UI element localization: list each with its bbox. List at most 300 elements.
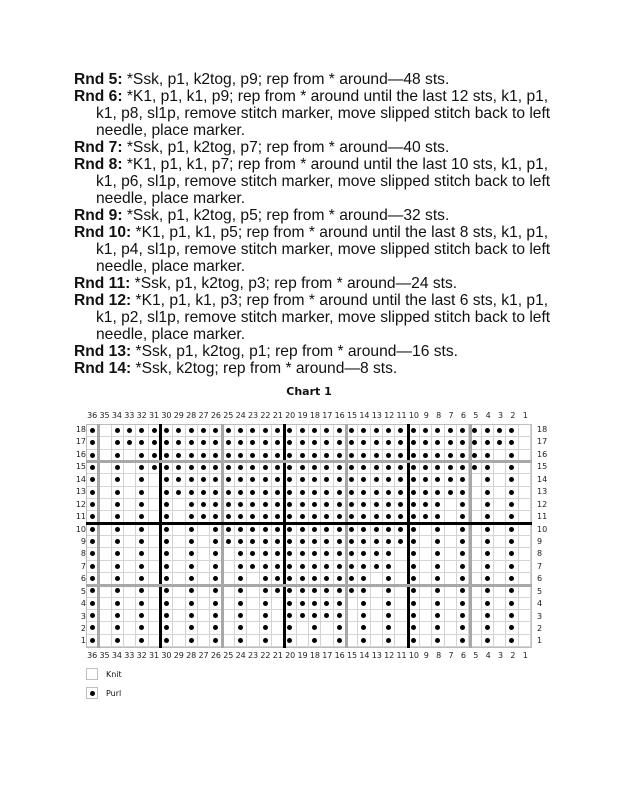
purl-dot-icon (201, 428, 206, 433)
purl-dot-icon (460, 564, 465, 569)
purl-dot-icon (115, 576, 120, 581)
purl-stitch (223, 474, 235, 486)
row-number: 16 (537, 449, 548, 459)
purl-stitch (321, 425, 333, 437)
purl-dot-icon (386, 551, 391, 556)
purl-stitch (346, 524, 358, 536)
purl-dot-icon (509, 539, 514, 544)
round-instruction (74, 139, 554, 156)
purl-dot-icon (485, 625, 490, 630)
purl-dot-icon (139, 576, 144, 581)
purl-dot-icon (324, 551, 329, 556)
purl-dot-icon (275, 527, 280, 532)
purl-stitch (284, 610, 296, 622)
row-number: 13 (537, 487, 548, 497)
purl-dot-icon (460, 638, 465, 643)
row-number: 14 (75, 474, 86, 484)
purl-dot-icon (164, 576, 169, 581)
purl-stitch (260, 437, 272, 449)
row-number: 5 (80, 586, 86, 596)
purl-dot-icon (435, 601, 440, 606)
purl-stitch (482, 610, 494, 622)
purl-dot-icon (349, 539, 354, 544)
purl-stitch (297, 462, 309, 474)
purl-dot-icon (90, 625, 95, 630)
purl-dot-icon (213, 638, 218, 643)
purl-dot-icon (287, 638, 292, 643)
purl-dot-icon (324, 601, 329, 606)
purl-dot-icon (312, 601, 317, 606)
purl-dot-icon (361, 514, 366, 519)
purl-stitch (235, 635, 247, 647)
purl-stitch (445, 425, 457, 437)
purl-dot-icon (485, 601, 490, 606)
purl-stitch (161, 610, 173, 622)
purl-dot-icon (139, 625, 144, 630)
knit-stitch (420, 536, 432, 548)
column-number: 12 (384, 411, 395, 420)
purl-stitch (260, 524, 272, 536)
purl-dot-icon (115, 613, 120, 618)
purl-dot-icon (448, 477, 453, 482)
purl-stitch (383, 561, 395, 573)
knit-stitch (99, 561, 111, 573)
purl-stitch (506, 474, 518, 486)
purl-dot-icon (263, 465, 268, 470)
purl-dot-icon (300, 527, 305, 532)
purl-dot-icon (287, 477, 292, 482)
purl-dot-icon (238, 564, 243, 569)
purl-dot-icon (374, 527, 379, 532)
purl-stitch (297, 536, 309, 548)
purl-dot-icon (139, 601, 144, 606)
purl-dot-icon (485, 588, 490, 593)
purl-stitch (358, 524, 370, 536)
purl-dot-icon (337, 625, 342, 630)
purl-stitch (173, 437, 185, 449)
purl-stitch (432, 474, 444, 486)
purl-dot-icon (139, 564, 144, 569)
purl-dot-icon (90, 490, 95, 495)
purl-dot-icon (213, 576, 218, 581)
purl-stitch (235, 524, 247, 536)
knit-stitch (124, 474, 136, 486)
purl-dot-icon (411, 514, 416, 519)
row-number: 3 (537, 611, 543, 621)
row-number: 7 (537, 561, 543, 571)
row-number: 18 (537, 425, 548, 434)
purl-dot-icon (189, 490, 194, 495)
purl-dot-icon (115, 638, 120, 643)
purl-stitch (358, 610, 370, 622)
round-text: *Ssk, p1, k2tog, p3; rep from * around—24 sts. (130, 275, 458, 292)
purl-dot-icon (275, 514, 280, 519)
purl-dot-icon (398, 465, 403, 470)
purl-dot-icon (287, 514, 292, 519)
purl-dot-icon (213, 453, 218, 458)
purl-stitch (247, 536, 259, 548)
purl-stitch (223, 425, 235, 437)
purl-dot-icon (485, 551, 490, 556)
purl-dot-icon (497, 440, 502, 445)
purl-stitch (198, 487, 210, 499)
purl-dot-icon (509, 613, 514, 618)
purl-dot-icon (361, 613, 366, 618)
purl-stitch (112, 536, 124, 548)
purl-dot-icon (386, 465, 391, 470)
purl-dot-icon (275, 502, 280, 507)
purl-dot-icon (238, 477, 243, 482)
purl-stitch (346, 437, 358, 449)
purl-dot-icon (361, 490, 366, 495)
purl-dot-icon (90, 514, 95, 519)
purl-dot-icon (275, 551, 280, 556)
knit-stitch (99, 437, 111, 449)
knit-stitch (173, 622, 185, 634)
purl-stitch (235, 474, 247, 486)
purl-dot-icon (213, 490, 218, 495)
purl-stitch (482, 437, 494, 449)
purl-stitch (235, 499, 247, 511)
round-text: *K1, p1, k1, p5; rep from * around until the last 8 sts, k1, p1, k1, p4, sl1p, remove stitch marker, move slipped stitch back to left needle, place marker. (96, 224, 551, 275)
purl-dot-icon (90, 428, 95, 433)
purl-stitch (284, 437, 296, 449)
purl-stitch (112, 499, 124, 511)
purl-dot-icon (509, 576, 514, 581)
purl-stitch (297, 548, 309, 560)
column-number: 30 (161, 411, 172, 420)
legend-item-knit (86, 667, 122, 681)
purl-stitch (223, 487, 235, 499)
purl-dot-icon (115, 514, 120, 519)
purl-stitch (371, 536, 383, 548)
row-number: 2 (80, 624, 86, 633)
purl-dot-icon (349, 564, 354, 569)
purl-stitch (186, 425, 198, 437)
purl-stitch (383, 437, 395, 449)
purl-dot-icon (386, 625, 391, 630)
purl-dot-icon (115, 601, 120, 606)
purl-dot-icon (509, 465, 514, 470)
purl-stitch (235, 462, 247, 474)
purl-dot-icon (349, 502, 354, 507)
purl-stitch (112, 548, 124, 560)
purl-stitch (506, 462, 518, 474)
knit-stitch (494, 474, 506, 486)
purl-dot-icon (386, 453, 391, 458)
purl-stitch (161, 622, 173, 634)
purl-dot-icon (460, 601, 465, 606)
knit-stitch (371, 635, 383, 647)
purl-stitch (309, 524, 321, 536)
black-vertical-divider (407, 424, 410, 648)
purl-dot-icon (361, 502, 366, 507)
purl-dot-icon (361, 477, 366, 482)
knit-stitch (198, 524, 210, 536)
purl-dot-icon (115, 588, 120, 593)
round-instruction (74, 88, 554, 139)
purl-dot-icon (90, 477, 95, 482)
knit-stitch (445, 524, 457, 536)
purl-dot-icon (287, 564, 292, 569)
purl-stitch (235, 598, 247, 610)
purl-stitch (482, 524, 494, 536)
round-label: Rnd 5: (74, 71, 123, 88)
purl-dot-icon (423, 477, 428, 482)
purl-stitch (358, 598, 370, 610)
knit-stitch (124, 499, 136, 511)
purl-stitch (432, 622, 444, 634)
knit-stitch (519, 610, 531, 622)
purl-stitch (457, 536, 469, 548)
purl-dot-icon (472, 440, 477, 445)
purl-stitch (235, 437, 247, 449)
purl-dot-icon (324, 490, 329, 495)
purl-stitch (284, 524, 296, 536)
purl-dot-icon (201, 465, 206, 470)
purl-dot-icon (337, 588, 342, 593)
knit-stitch (346, 598, 358, 610)
purl-stitch (346, 487, 358, 499)
purl-dot-icon (337, 539, 342, 544)
knit-stitch (519, 598, 531, 610)
purl-stitch (321, 487, 333, 499)
knit-stitch (124, 622, 136, 634)
purl-dot-icon (324, 453, 329, 458)
purl-dot-icon (287, 625, 292, 630)
purl-dot-icon (448, 490, 453, 495)
purl-dot-icon (349, 514, 354, 519)
purl-dot-icon (213, 539, 218, 544)
grey-horizontal-divider (86, 584, 532, 587)
purl-stitch (161, 548, 173, 560)
purl-stitch (223, 462, 235, 474)
purl-dot-icon (287, 576, 292, 581)
knit-stitch (519, 635, 531, 647)
purl-dot-icon (435, 551, 440, 556)
knit-stitch (445, 561, 457, 573)
column-number: 16 (334, 651, 345, 660)
column-number: 31 (148, 651, 160, 660)
knit-stitch (321, 622, 333, 634)
purl-dot-icon (189, 440, 194, 445)
purl-dot-icon (509, 551, 514, 556)
purl-dot-icon (411, 453, 416, 458)
purl-dot-icon (189, 477, 194, 482)
purl-stitch (445, 437, 457, 449)
column-number: 21 (272, 411, 283, 420)
purl-stitch (321, 548, 333, 560)
purl-dot-icon (275, 428, 280, 433)
purl-stitch (309, 548, 321, 560)
purl-stitch (432, 610, 444, 622)
column-number: 28 (186, 411, 197, 420)
purl-dot-icon (312, 502, 317, 507)
purl-dot-icon (263, 527, 268, 532)
black-vertical-divider (159, 424, 162, 648)
purl-dot-icon (287, 490, 292, 495)
purl-dot-icon (238, 440, 243, 445)
purl-dot-icon (176, 490, 181, 495)
column-number: 5 (473, 651, 479, 660)
purl-dot-icon (300, 477, 305, 482)
purl-stitch (223, 536, 235, 548)
purl-dot-icon (300, 465, 305, 470)
column-number: 11 (396, 411, 407, 420)
knit-stitch (297, 635, 309, 647)
purl-stitch (297, 474, 309, 486)
purl-dot-icon (263, 638, 268, 643)
purl-stitch (297, 561, 309, 573)
purl-stitch (371, 561, 383, 573)
round-instruction (74, 292, 554, 343)
column-number: 9 (423, 651, 429, 660)
purl-dot-icon (201, 502, 206, 507)
purl-stitch (260, 425, 272, 437)
purl-dot-icon (324, 440, 329, 445)
purl-dot-icon (337, 551, 342, 556)
purl-dot-icon (263, 477, 268, 482)
purl-dot-icon (460, 551, 465, 556)
column-number: 21 (272, 651, 283, 660)
purl-stitch (309, 610, 321, 622)
knit-stitch (173, 635, 185, 647)
purl-stitch (383, 499, 395, 511)
knit-stitch (198, 622, 210, 634)
row-number: 11 (537, 512, 548, 522)
column-number: 27 (198, 411, 209, 420)
purl-stitch (506, 635, 518, 647)
purl-stitch (198, 462, 210, 474)
purl-dot-icon (176, 465, 181, 470)
purl-stitch (445, 487, 457, 499)
purl-dot-icon (90, 453, 95, 458)
purl-stitch (173, 474, 185, 486)
purl-dot-icon (226, 490, 231, 495)
column-number: 22 (260, 411, 271, 420)
knit-stitch (99, 462, 111, 474)
knit-stitch (445, 536, 457, 548)
row-number: 4 (537, 599, 543, 609)
purl-stitch (161, 462, 173, 474)
purl-stitch (136, 524, 148, 536)
purl-stitch (284, 487, 296, 499)
purl-stitch (309, 487, 321, 499)
purl-dot-icon (337, 477, 342, 482)
knit-stitch (420, 610, 432, 622)
purl-dot-icon (448, 440, 453, 445)
purl-dot-icon (411, 588, 416, 593)
purl-dot-icon (398, 490, 403, 495)
purl-stitch (346, 548, 358, 560)
row-labels-left (72, 424, 86, 648)
purl-dot-icon (324, 576, 329, 581)
grey-vertical-divider (469, 424, 472, 648)
purl-stitch (346, 425, 358, 437)
purl-stitch (136, 499, 148, 511)
purl-dot-icon (435, 613, 440, 618)
purl-stitch (112, 622, 124, 634)
column-number: 14 (359, 411, 370, 420)
purl-dot-icon (435, 625, 440, 630)
purl-dot-icon (374, 490, 379, 495)
purl-dot-icon (238, 625, 243, 630)
purl-stitch (235, 487, 247, 499)
column-number: 8 (436, 651, 442, 660)
grey-vertical-divider (345, 424, 348, 648)
knit-stitch (99, 536, 111, 548)
purl-dot-icon (423, 502, 428, 507)
purl-dot-icon (226, 465, 231, 470)
purl-dot-icon (411, 428, 416, 433)
knit-stitch (519, 487, 531, 499)
purl-dot-icon (398, 527, 403, 532)
purl-dot-icon (300, 588, 305, 593)
purl-dot-icon (250, 428, 255, 433)
purl-dot-icon (374, 465, 379, 470)
purl-stitch (297, 499, 309, 511)
purl-dot-icon (324, 539, 329, 544)
purl-dot-icon (263, 428, 268, 433)
purl-dot-icon (90, 440, 95, 445)
purl-stitch (112, 524, 124, 536)
knit-stitch (420, 524, 432, 536)
knit-stitch (124, 598, 136, 610)
purl-dot-icon (361, 428, 366, 433)
column-number: 24 (235, 651, 246, 660)
row-number: 6 (80, 574, 86, 584)
round-instructions (74, 71, 554, 377)
knit-stitch (247, 635, 259, 647)
purl-dot-icon (300, 601, 305, 606)
knit-stitch (99, 487, 111, 499)
purl-dot-icon (238, 539, 243, 544)
purl-stitch (186, 622, 198, 634)
purl-stitch (420, 499, 432, 511)
purl-stitch (432, 561, 444, 573)
purl-stitch (420, 437, 432, 449)
purl-stitch (482, 561, 494, 573)
round-text: *Ssk, p1, k2tog, p7; rep from * around—40 sts. (122, 139, 450, 156)
purl-dot-icon (460, 588, 465, 593)
knit-stitch (173, 561, 185, 573)
purl-dot-icon (213, 613, 218, 618)
column-number: 27 (198, 651, 209, 660)
purl-stitch (161, 561, 173, 573)
purl-dot-icon (164, 440, 169, 445)
purl-dot-icon (300, 490, 305, 495)
knit-stitch (173, 548, 185, 560)
purl-stitch (383, 598, 395, 610)
column-number: 2 (510, 411, 516, 420)
purl-dot-icon (300, 428, 305, 433)
purl-dot-icon (238, 613, 243, 618)
round-text: *K1, p1, k1, p7; rep from * around until the last 10 sts, k1, p1, k1, p6, sl1p, remove stitch marker, move slipped stitch back to left needle, place marker. (96, 156, 551, 207)
purl-dot-icon (423, 428, 428, 433)
purl-dot-icon (176, 453, 181, 458)
purl-dot-icon (287, 502, 292, 507)
round-text: *Ssk, k2tog; rep from * around—8 sts. (131, 360, 398, 377)
purl-dot-icon (312, 638, 317, 643)
column-number: 1 (522, 411, 528, 420)
row-number: 8 (537, 549, 543, 559)
knit-stitch (198, 536, 210, 548)
purl-dot-icon (189, 576, 194, 581)
purl-dot-icon (324, 564, 329, 569)
purl-dot-icon (164, 527, 169, 532)
purl-dot-icon (213, 588, 218, 593)
purl-stitch (284, 548, 296, 560)
